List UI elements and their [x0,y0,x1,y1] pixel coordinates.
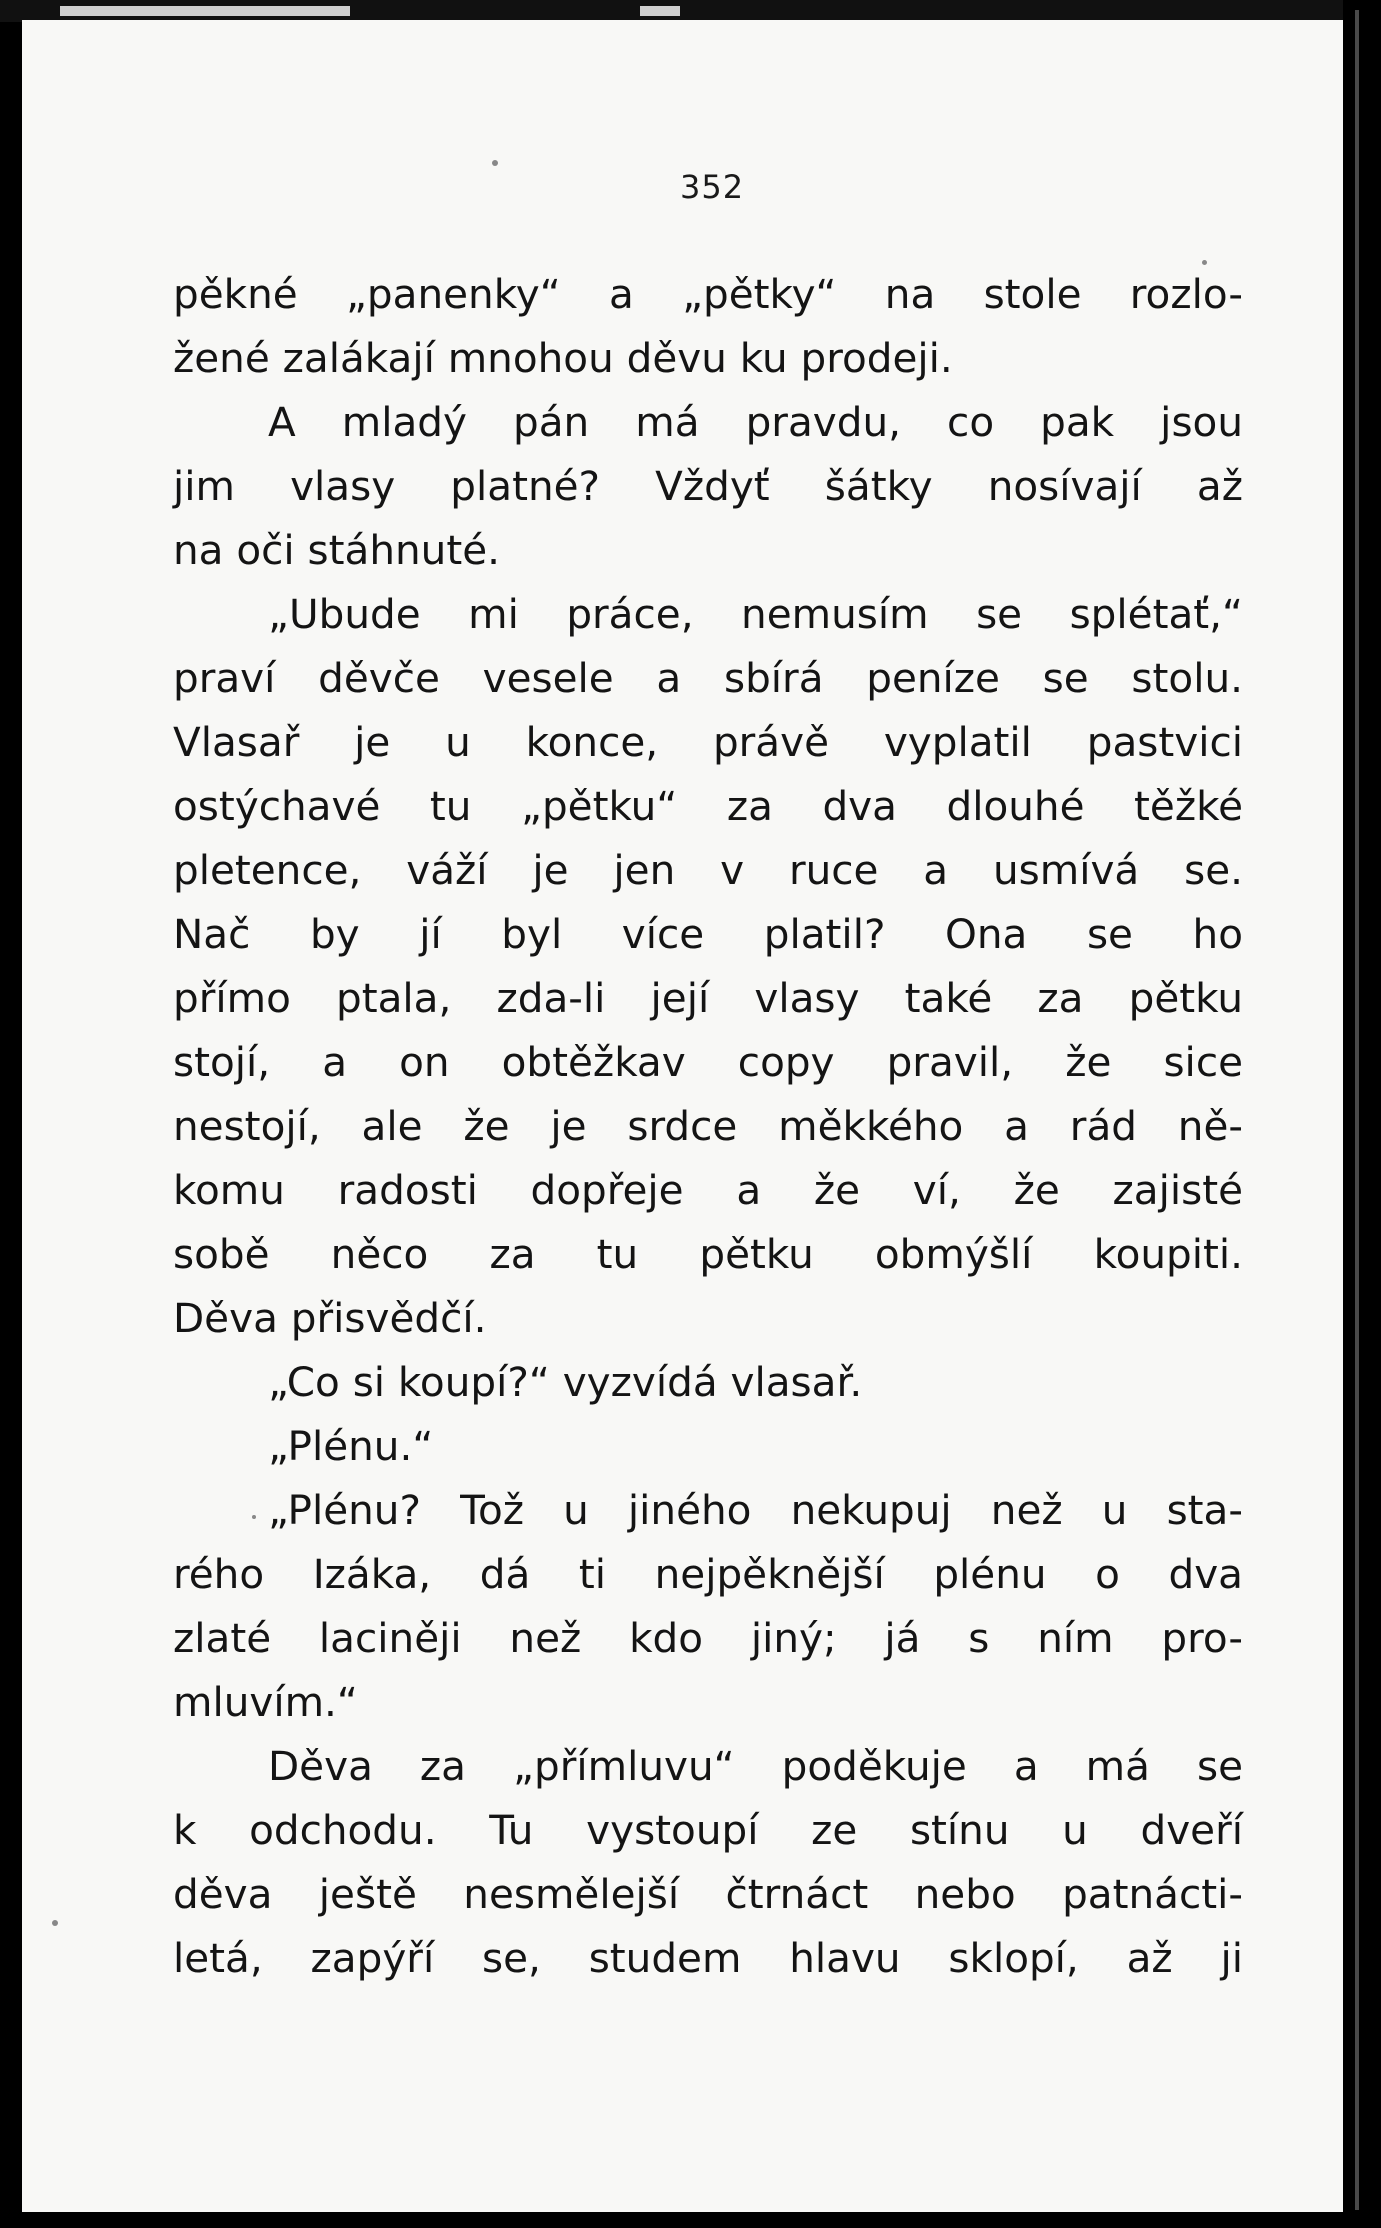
paper-speck [52,1920,58,1926]
text-line: „Plénu.“ [268,1422,434,1470]
text-line: děva ještě nesmělejší čtrnáct nebo patnácti- [173,1870,1243,1918]
text-line: praví děvče vesele a sbírá peníze se stolu. [173,654,1243,702]
scan-edge-line [1355,10,1359,2210]
text-line: mluvím.“ [173,1678,358,1726]
text-line: rého Izáka, dá ti nejpěknější plénu o dva [173,1550,1243,1598]
text-line: Vlasař je u konce, právě vyplatil pastvici [173,718,1243,766]
text-line: Děva za „přímluvu“ poděkuje a má se [268,1742,1243,1790]
text-line: stojí, a on obtěžkav copy pravil, že sice [173,1038,1243,1086]
body-text [173,262,1243,1990]
scan-edge-mark [60,6,350,16]
text-line: Nač by jí byl více platil? Ona se ho [173,910,1243,958]
text-line: „Co si koupí?“ vyzvídá vlasař. [268,1358,863,1406]
text-line: pěkné „panenky“ a „pětky“ na stole rozlo- [173,270,1243,318]
text-line: zlaté laciněji než kdo jiný; já s ním pro- [173,1614,1243,1662]
text-line: sobě něco za tu pětku obmýšlí koupiti. [173,1230,1243,1278]
scan-top-edge [0,0,1381,22]
text-line: ostýchavé tu „pětku“ za dva dlouhé těžké [173,782,1243,830]
text-line: žené zalákají mnohou děvu ku prodeji. [173,334,953,382]
text-line: A mladý pán má pravdu, co pak jsou [268,398,1243,446]
text-line: přímo ptala, zda-li její vlasy také za pětku [173,974,1243,1022]
text-line: komu radosti dopřeje a že ví, že zajisté [173,1166,1243,1214]
paper-speck [492,160,498,166]
text-line: „Plénu? Tož u jiného nekupuj než u sta- [268,1486,1243,1534]
page-number: 352 [680,168,745,206]
text-line: jim vlasy platné? Vždyť šátky nosívají až [173,462,1243,510]
text-line: letá, zapýří se, studem hlavu sklopí, až ji [173,1934,1243,1982]
text-line: „Ubude mi práce, nemusím se splétať,“ [268,590,1243,638]
text-line: pletence, váží je jen v ruce a usmívá se. [173,846,1243,894]
text-line: nestojí, ale že je srdce měkkého a rád ně- [173,1102,1243,1150]
scan-edge-mark [640,6,680,16]
scan-right-edge [1343,0,1381,2228]
text-line: k odchodu. Tu vystoupí ze stínu u dveří [173,1806,1243,1854]
text-line: Děva přisvědčí. [173,1294,487,1342]
text-line: na oči stáhnuté. [173,526,501,574]
